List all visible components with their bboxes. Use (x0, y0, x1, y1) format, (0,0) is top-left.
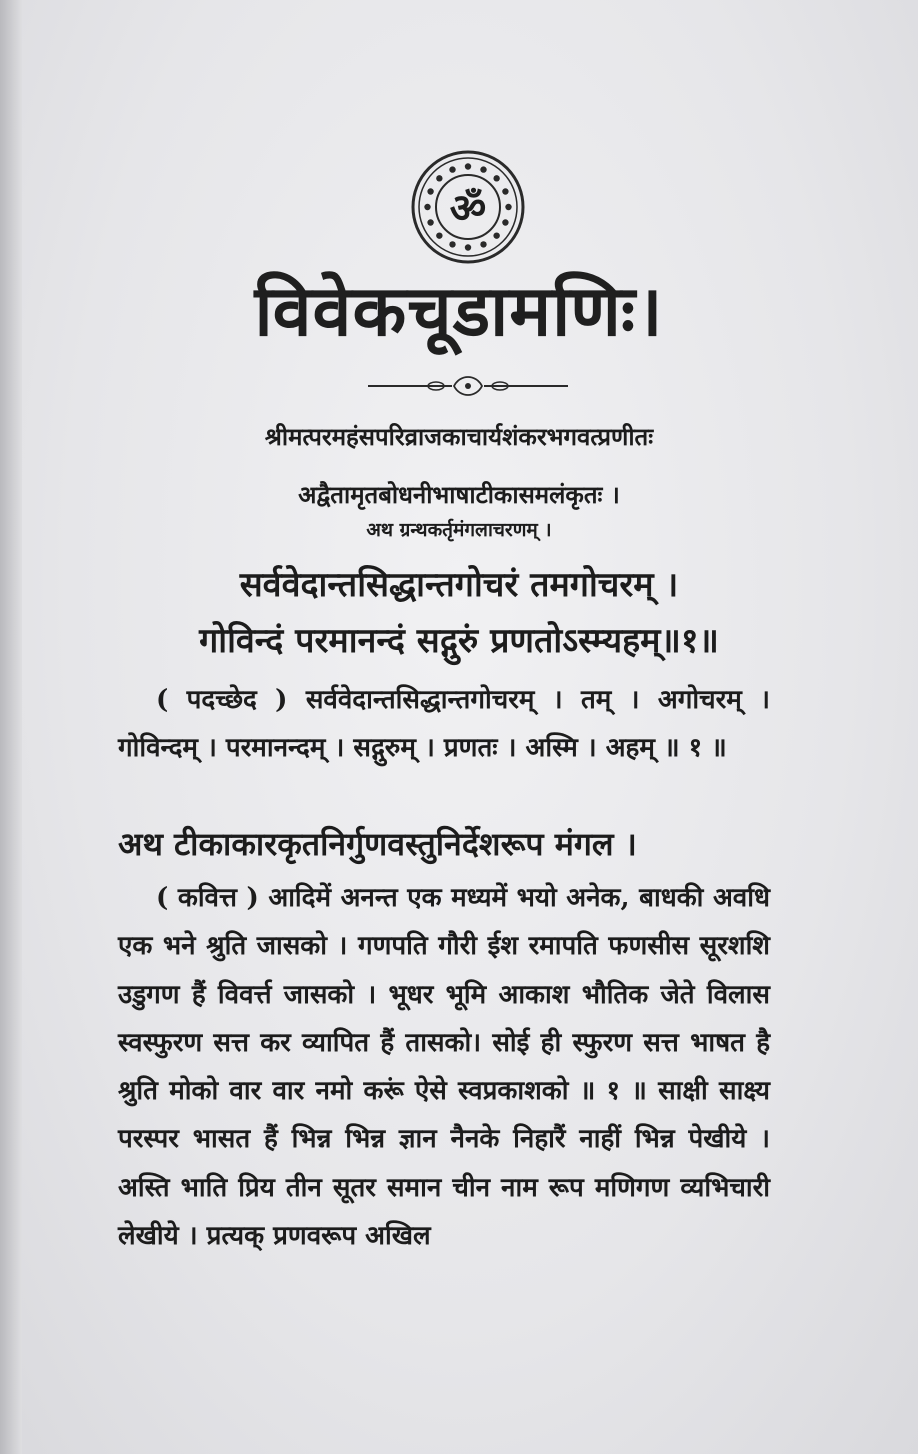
emblem-petal (465, 244, 471, 250)
emblem-petal (465, 163, 471, 169)
emblem-petal (502, 219, 508, 225)
emblem-petal (436, 232, 442, 238)
invocation-heading: अथ ग्रन्थकर्तृमंगलाचरणम् । (366, 519, 552, 541)
commentary-heading: अथ टीकाकारकृतनिर्गुणवस्तुनिर्देशरूप मंगल । (118, 825, 637, 863)
emblem-petal (493, 232, 499, 238)
om-emblem-icon (409, 148, 527, 266)
emblem-petal (427, 188, 433, 194)
om-glyph: ॐ (449, 186, 487, 232)
kavitt-paragraph: ( कवित्त ) आदिमें अनन्त एक मध्यमें भयो अनेक, बाधकी अवधि एक भने श्रुति जासको । गणपति गौरी ईश रमापति फणसीस सूरशशि उडुगण हैं विवर्त्त जासको । भूधर भूमि आकाश भौतिक जेते विलास स्वस्फुरण सत्त कर व्यापित हैं तासको। सोई ही स्फुरण सत्त भाषत है श्रुति मोको वार वार नमो करूं ऐसे स्वप्रकाशको ॥ १ ॥ साक्षी साक्ष्य परस्पर भासत हैं भिन्न भिन्न ज्ञान नैनके निहारैं नाहीं भिन्न पेखीये । अस्ति भाति प्रिय तीन सूतर समान चीन नाम रूप मणिगण व्यभिचारी लेखीये । प्रत्यक् प्रणवरूप अखिल (118, 883, 770, 1252)
emblem-petal (427, 219, 433, 225)
verse-line-1: सर्ववेदान्तसिद्धान्तगोचरं तमगोचरम् । (239, 565, 679, 605)
emblem-petal (424, 204, 430, 210)
emblem-petal (436, 175, 442, 181)
book-title: विवेकचूडामणिः। (254, 269, 664, 352)
emblem-petal (480, 241, 486, 247)
emblem-petal (449, 166, 455, 172)
author-line: श्रीमत्परमहंसपरिव्राजकाचार्यशंकरभगवत्प्रणीतः (264, 422, 654, 451)
page-edge-shadow (0, 0, 22, 1454)
commentary-line: अद्वैतामृतबोधनीभाषाटीकासमलंकृतः । (298, 480, 620, 509)
emblem-petal (505, 204, 511, 210)
ornamental-divider (368, 374, 568, 398)
verse-line-2: गोविन्दं परमानन्दं सद्गुरुं प्रणतोऽस्म्यहम्॥१॥ (199, 621, 719, 661)
emblem-petal (493, 175, 499, 181)
emblem-petal (449, 241, 455, 247)
padaccheda-paragraph: ( पदच्छेद ) सर्ववेदान्तसिद्धान्तगोचरम् । तम् । अगोचरम् । गोविन्दम् । परमानन्दम् । सद्गुरुम् । प्रणतः । अस्मि । अहम् ॥ १ ॥ (118, 685, 770, 763)
emblem-petal (502, 188, 508, 194)
emblem-petal (480, 166, 486, 172)
